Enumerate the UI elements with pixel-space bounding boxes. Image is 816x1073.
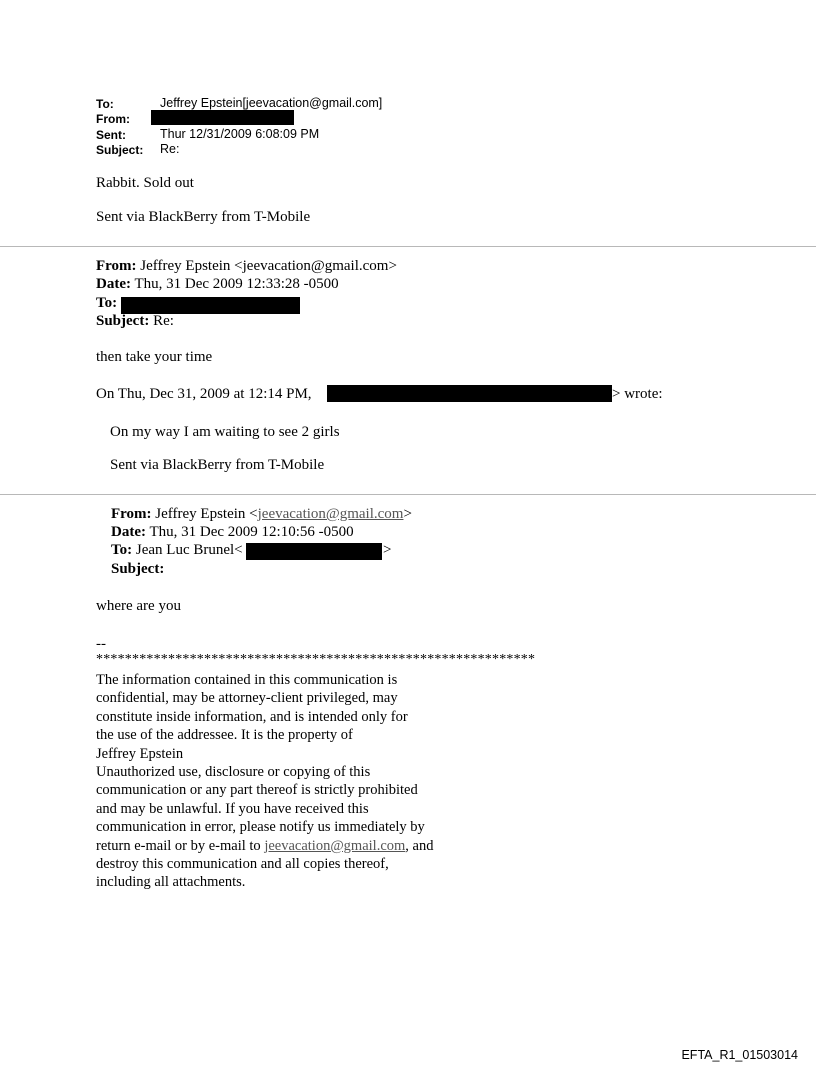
from-close: > bbox=[403, 506, 412, 522]
from-label: From: bbox=[96, 258, 137, 274]
disclaimer-line bbox=[96, 837, 566, 855]
date-label: Date: bbox=[111, 524, 146, 540]
to-label: To: bbox=[96, 97, 114, 111]
disclaimer-text: , and bbox=[405, 837, 434, 854]
message-body: where are you bbox=[96, 598, 181, 614]
to-label: To: bbox=[96, 295, 118, 311]
disclaimer-line: Unauthorized use, disclosure or copying of this bbox=[96, 764, 371, 781]
subject-label: Subject: bbox=[111, 561, 165, 577]
subject-label: Subject: bbox=[96, 313, 150, 329]
to-line bbox=[96, 295, 117, 312]
disclaimer-line: Jeffrey Epstein bbox=[96, 745, 184, 762]
from-value: Jeffrey Epstein <jeevacation@gmail.com> bbox=[140, 258, 397, 274]
to-value: Jeffrey Epstein[jeevacation@gmail.com] bbox=[160, 96, 383, 110]
disclaimer-line: communication in error, please notify us immediately by bbox=[96, 819, 425, 836]
divider bbox=[0, 246, 816, 247]
from-label: From: bbox=[111, 506, 152, 522]
message-body: then take your time bbox=[96, 349, 213, 365]
from-name: Jeffrey Epstein < bbox=[155, 506, 258, 522]
quoted-signature: Sent via BlackBerry from T-Mobile bbox=[110, 457, 325, 473]
message-signature: Sent via BlackBerry from T-Mobile bbox=[96, 209, 311, 225]
disclaimer-line: and may be unlawful. If you have received this bbox=[96, 800, 369, 817]
confidentiality-disclaimer bbox=[96, 671, 566, 892]
disclaimer-line: destroy this communication and all copies thereof, bbox=[96, 856, 389, 873]
disclaimer-email-link[interactable]: jeevacation@gmail.com bbox=[264, 837, 406, 854]
from-line bbox=[111, 506, 412, 523]
disclaimer-line: The information contained in this communication is bbox=[96, 672, 398, 688]
divider bbox=[0, 494, 816, 495]
redaction-block bbox=[151, 110, 294, 125]
redaction-block bbox=[246, 543, 382, 560]
message-body: Rabbit. Sold out bbox=[96, 175, 194, 191]
from-email-link[interactable]: jeevacation@gmail.com bbox=[257, 506, 404, 522]
subject-value: Re: bbox=[153, 313, 174, 329]
to-value: Jean Luc Brunel< bbox=[135, 542, 243, 558]
from-label: From: bbox=[96, 112, 130, 126]
disclaimer-text: return e-mail or by e-mail to bbox=[96, 837, 265, 854]
to-line bbox=[111, 542, 243, 559]
date-value: Thu, 31 Dec 2009 12:33:28 -0500 bbox=[134, 276, 339, 292]
redaction-block bbox=[121, 297, 300, 314]
quote-intro: On Thu, Dec 31, 2009 at 12:14 PM, bbox=[96, 386, 312, 402]
disclaimer-line: constitute inside information, and is intended only for bbox=[96, 708, 408, 725]
subject-line bbox=[96, 313, 174, 330]
subject-label: Subject: bbox=[96, 143, 144, 157]
date-value: Thu, 31 Dec 2009 12:10:56 -0500 bbox=[149, 524, 354, 540]
asterisk-rule: ************************************************************* bbox=[96, 652, 536, 667]
subject-value: Re: bbox=[160, 142, 180, 156]
date-label: Date: bbox=[96, 276, 131, 292]
disclaimer-line: including all attachments. bbox=[96, 874, 246, 891]
sent-label: Sent: bbox=[96, 128, 126, 142]
quote-wrote: > wrote: bbox=[612, 386, 663, 402]
document-id: EFTA_R1_01503014 bbox=[681, 1048, 798, 1062]
subject-line bbox=[111, 561, 164, 578]
from-line bbox=[96, 258, 397, 275]
sent-value: Thur 12/31/2009 6:08:09 PM bbox=[160, 127, 320, 141]
quoted-body: On my way I am waiting to see 2 girls bbox=[110, 424, 340, 440]
date-line bbox=[111, 524, 354, 541]
to-close: > bbox=[383, 542, 392, 558]
signature-separator: -- bbox=[96, 636, 106, 652]
disclaimer-line: communication or any part thereof is strictly prohibited bbox=[96, 782, 418, 799]
redaction-block bbox=[327, 385, 612, 402]
date-line bbox=[96, 276, 339, 293]
to-label: To: bbox=[111, 542, 133, 558]
disclaimer-line: the use of the addressee. It is the property of bbox=[96, 727, 353, 744]
disclaimer-line: confidential, may be attorney-client privileged, may bbox=[96, 690, 398, 707]
